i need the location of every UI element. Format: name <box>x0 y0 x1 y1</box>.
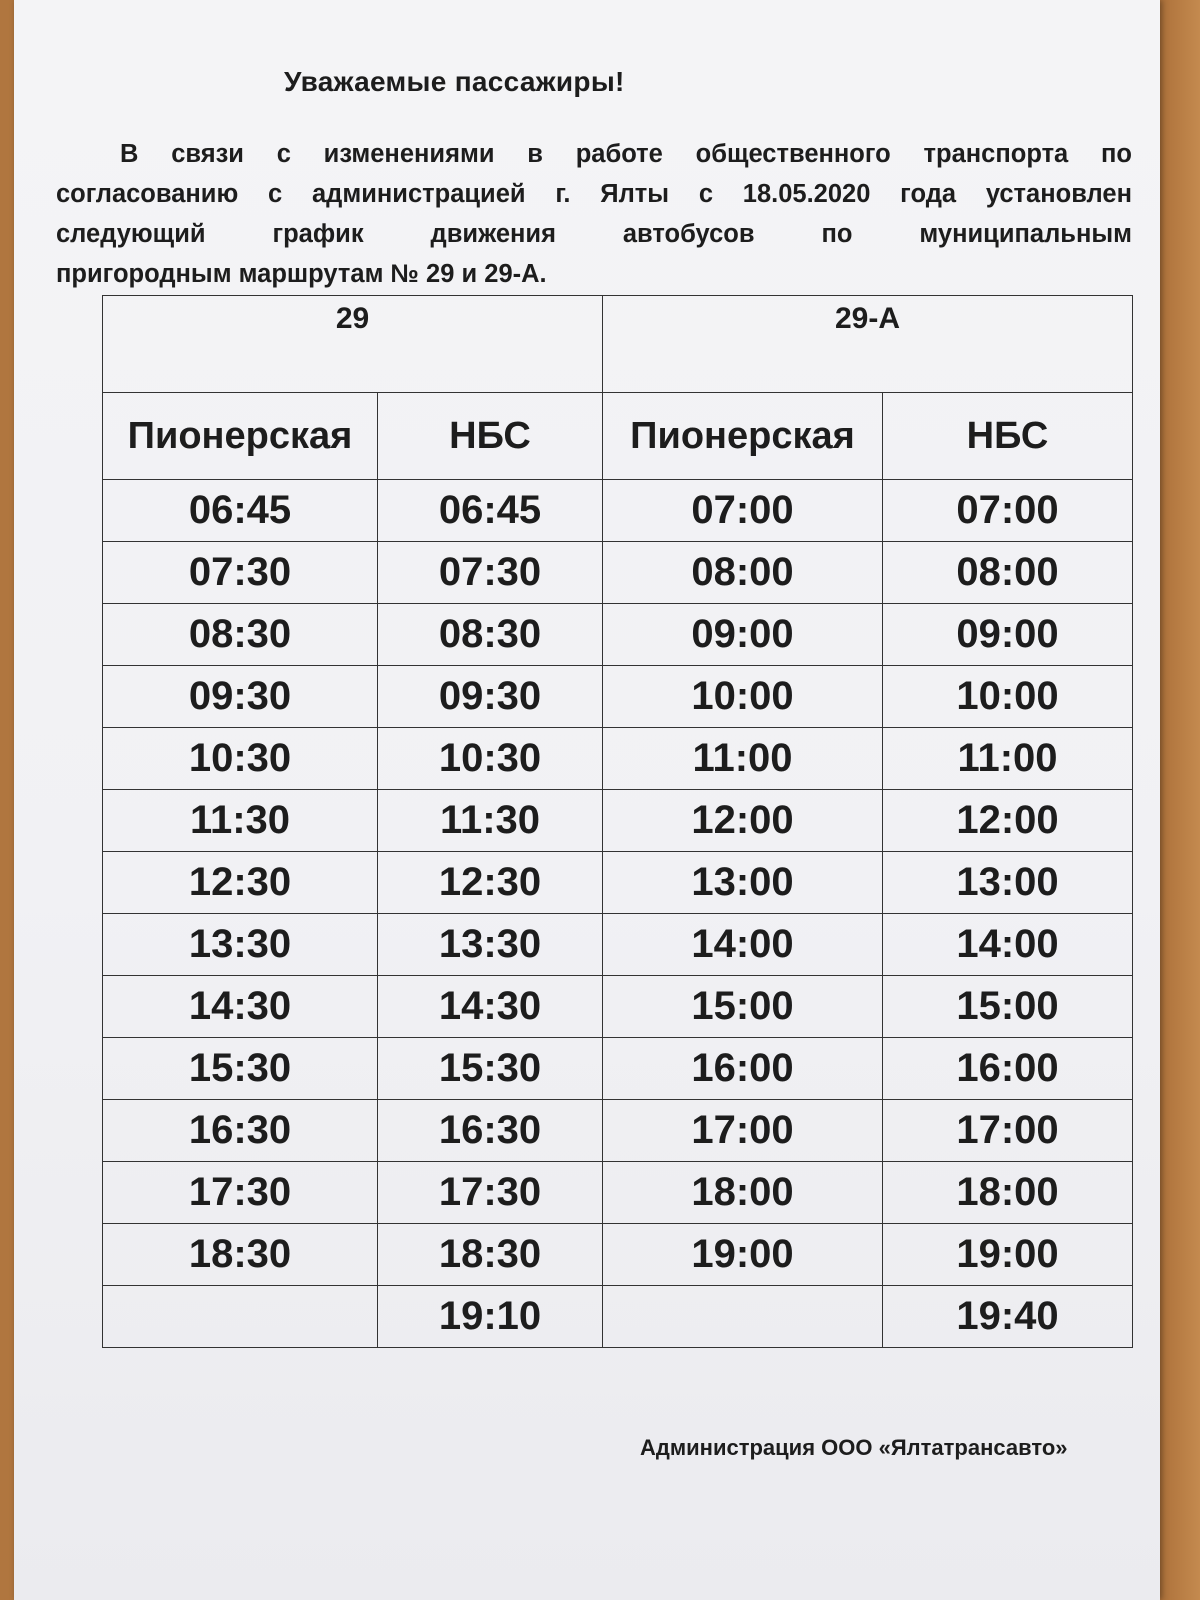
stop-header: НБС <box>378 393 603 480</box>
route-29a-header: 29-А <box>603 296 1133 393</box>
notice-heading: Уважаемые пассажиры! <box>284 66 625 97</box>
departure-time-cell: 09:00 <box>603 604 883 666</box>
bus-schedule-table <box>102 295 1133 1348</box>
departure-time-cell: 16:00 <box>883 1038 1133 1100</box>
schedule-body <box>103 480 1133 1348</box>
departure-time-cell: 19:00 <box>603 1224 883 1286</box>
departure-time-cell: 16:30 <box>103 1100 378 1162</box>
departure-time-cell: 09:30 <box>103 666 378 728</box>
departure-time-cell: 10:30 <box>103 728 378 790</box>
departure-time-cell: 17:00 <box>883 1100 1133 1162</box>
departure-time-cell: 11:30 <box>378 790 603 852</box>
departure-time-cell: 17:00 <box>603 1100 883 1162</box>
notice-sheet <box>14 0 1160 1600</box>
departure-time-cell: 10:00 <box>603 666 883 728</box>
departure-time-cell: 15:30 <box>378 1038 603 1100</box>
departure-time-cell: 07:00 <box>883 480 1133 542</box>
departure-time-cell: 06:45 <box>103 480 378 542</box>
table-row <box>103 1038 1133 1100</box>
table-row <box>103 542 1133 604</box>
departure-time-cell: 10:30 <box>378 728 603 790</box>
departure-time-cell: 07:30 <box>378 542 603 604</box>
table-row <box>103 852 1133 914</box>
departure-time-cell: 13:00 <box>603 852 883 914</box>
departure-time-cell: 16:00 <box>603 1038 883 1100</box>
departure-time-cell: 08:00 <box>883 542 1133 604</box>
notice-intro <box>56 134 1132 294</box>
departure-time-cell: 11:00 <box>603 728 883 790</box>
departure-time-cell: 12:00 <box>883 790 1133 852</box>
table-row <box>103 790 1133 852</box>
departure-time-cell <box>103 1286 378 1348</box>
stop-header-row <box>103 393 1133 480</box>
departure-time-cell: 18:00 <box>883 1162 1133 1224</box>
departure-time-cell: 14:30 <box>103 976 378 1038</box>
table-row <box>103 1224 1133 1286</box>
departure-time-cell: 15:00 <box>883 976 1133 1038</box>
departure-time-cell: 11:00 <box>883 728 1133 790</box>
table-row <box>103 914 1133 976</box>
departure-time-cell: 13:00 <box>883 852 1133 914</box>
departure-time-cell: 14:30 <box>378 976 603 1038</box>
departure-time-cell: 11:30 <box>103 790 378 852</box>
departure-time-cell: 13:30 <box>378 914 603 976</box>
departure-time-cell: 12:30 <box>378 852 603 914</box>
departure-time-cell: 10:00 <box>883 666 1133 728</box>
route-header-row <box>103 296 1133 393</box>
departure-time-cell: 12:30 <box>103 852 378 914</box>
departure-time-cell: 18:00 <box>603 1162 883 1224</box>
stop-header: НБС <box>883 393 1133 480</box>
table-row <box>103 480 1133 542</box>
departure-time-cell: 19:10 <box>378 1286 603 1348</box>
departure-time-cell: 18:30 <box>103 1224 378 1286</box>
departure-time-cell: 08:30 <box>378 604 603 666</box>
departure-time-cell: 07:00 <box>603 480 883 542</box>
departure-time-cell: 08:30 <box>103 604 378 666</box>
table-row <box>103 1162 1133 1224</box>
stop-header: Пионерская <box>103 393 378 480</box>
departure-time-cell: 08:00 <box>603 542 883 604</box>
departure-time-cell: 14:00 <box>883 914 1133 976</box>
intro-line: пригородным маршрутам № 29 и 29-А. <box>56 260 547 288</box>
departure-time-cell: 15:00 <box>603 976 883 1038</box>
signature: Администрация ООО «Ялтатрансавто» <box>640 1435 1068 1460</box>
departure-time-cell: 17:30 <box>103 1162 378 1224</box>
departure-time-cell: 19:40 <box>883 1286 1133 1348</box>
departure-time-cell: 07:30 <box>103 542 378 604</box>
departure-time-cell: 12:00 <box>603 790 883 852</box>
table-row <box>103 1100 1133 1162</box>
departure-time-cell: 16:30 <box>378 1100 603 1162</box>
table-row <box>103 976 1133 1038</box>
departure-time-cell: 06:45 <box>378 480 603 542</box>
departure-time-cell: 17:30 <box>378 1162 603 1224</box>
departure-time-cell: 09:30 <box>378 666 603 728</box>
departure-time-cell: 15:30 <box>103 1038 378 1100</box>
intro-line: согласованию с администрацией г. Ялты с 18.05.2020 года установлен <box>56 180 1132 208</box>
table-row <box>103 604 1133 666</box>
departure-time-cell: 14:00 <box>603 914 883 976</box>
departure-time-cell <box>603 1286 883 1348</box>
intro-line: следующий график движения автобусов по муниципальным <box>56 220 1132 248</box>
departure-time-cell: 09:00 <box>883 604 1133 666</box>
departure-time-cell: 18:30 <box>378 1224 603 1286</box>
stop-header: Пионерская <box>603 393 883 480</box>
route-29-header: 29 <box>103 296 603 393</box>
intro-line: В связи с изменениями в работе общественного транспорта по <box>120 140 1132 168</box>
departure-time-cell: 19:00 <box>883 1224 1133 1286</box>
table-row <box>103 728 1133 790</box>
table-row <box>103 666 1133 728</box>
table-row <box>103 1286 1133 1348</box>
departure-time-cell: 13:30 <box>103 914 378 976</box>
